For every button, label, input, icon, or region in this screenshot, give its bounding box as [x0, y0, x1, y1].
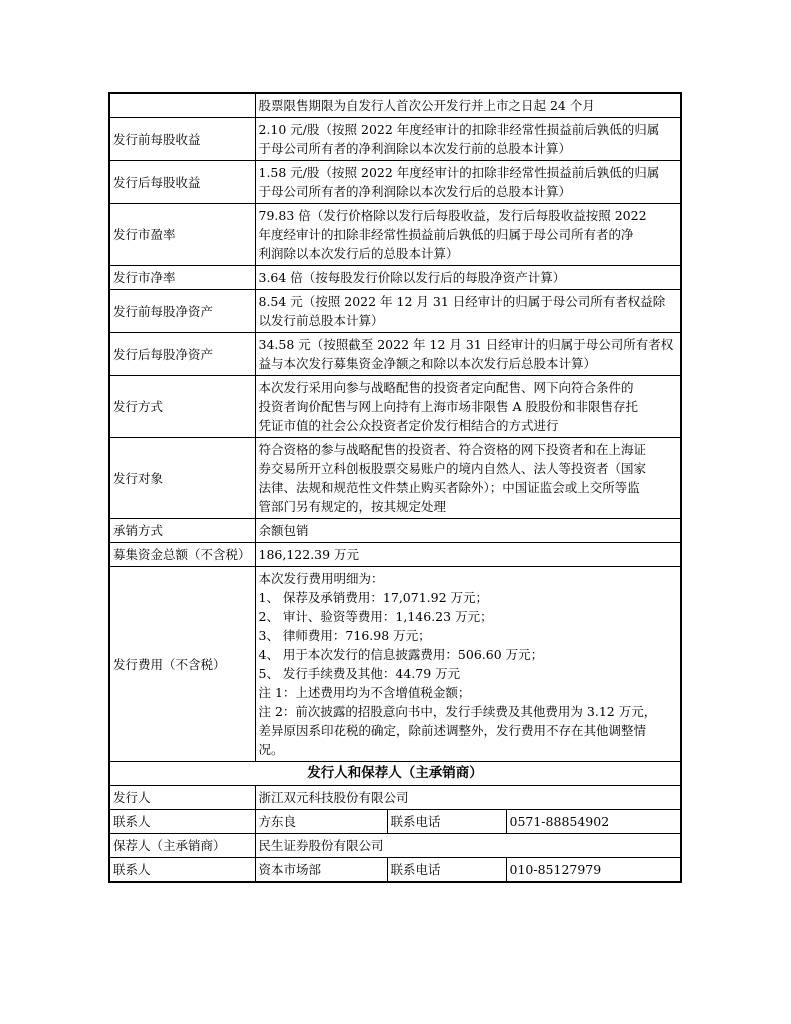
row-label: 发行费用（不含税） — [109, 567, 255, 762]
row-label: 发行前每股净资产 — [109, 290, 255, 333]
value-line: 符合资格的参与战略配售的投资者、符合资格的网下投资者和在上海证 — [258, 442, 647, 457]
value-line: 凭证市值的社会公众投资者定价发行相结合的方式进行 — [258, 418, 559, 433]
value-line: 券交易所开立科创板股票交易账户的境内自然人、法人等投资者（国家 — [258, 461, 647, 476]
value-line: 5、 发行手续费及其他：44.79 万元 — [258, 666, 461, 681]
table-row — [109, 161, 681, 204]
document-page — [108, 92, 682, 883]
sponsor-value: 民生证券股份有限公司 — [255, 834, 681, 858]
table-row — [109, 266, 681, 290]
value-line: 1.58 元/股（按照 2022 年度经审计的扣除非经常性损益前后孰低的归属 — [258, 165, 660, 180]
value-line: 管部门另有规定的，按其规定处理 — [258, 499, 447, 514]
row-label: 募集资金总额（不含税） — [109, 543, 255, 567]
value-line: 2.10 元/股（按照 2022 年度经审计的扣除非经常性损益前后孰低的归属 — [258, 122, 660, 137]
row-value — [255, 93, 681, 118]
value-line: 3、 律师费用：716.98 万元； — [258, 628, 431, 643]
table-row — [109, 333, 681, 376]
row-value — [255, 290, 681, 333]
issuer-phone: 0571-88854902 — [506, 810, 681, 834]
row-label: 发行后每股净资产 — [109, 333, 255, 376]
offering-info-table — [108, 92, 682, 883]
table-row — [109, 290, 681, 333]
row-label — [109, 93, 255, 118]
section-header-row — [109, 762, 681, 786]
section-title: 发行人和保荐人（主承销商） — [109, 762, 681, 786]
issuer-contact-label: 联系人 — [109, 810, 255, 834]
value-line: 1、 保荐及承销费用：17,071.92 万元； — [258, 590, 489, 605]
table-row — [109, 118, 681, 161]
row-label: 发行前每股收益 — [109, 118, 255, 161]
row-value — [255, 333, 681, 376]
row-value — [255, 376, 681, 438]
issuer-contact-row — [109, 810, 681, 834]
value-line: 4、 用于本次发行的信息披露费用：506.60 万元； — [258, 647, 544, 662]
row-label: 发行方式 — [109, 376, 255, 438]
value-line: 于母公司所有者的净利润除以本次发行后的总股本计算） — [258, 184, 572, 199]
value-line: 注 1：上述费用均为不含增值税金额； — [258, 685, 471, 700]
value-line: 法律、法规和规范性文件禁止购买者除外）；中国证监会或上交所等监 — [258, 480, 640, 495]
value-line: 于母公司所有者的净利润除以本次发行前的总股本计算） — [258, 141, 572, 156]
value-line: 3.64 倍（按每股发行价除以发行后的每股净资产计算） — [258, 270, 566, 285]
row-value — [255, 118, 681, 161]
row-value — [255, 266, 681, 290]
value-line: 股票限售期限为自发行人首次公开发行并上市之日起 24 个月 — [258, 98, 595, 113]
value-line: 186,122.39 万元 — [258, 547, 360, 562]
sponsor-contact-label: 联系人 — [109, 858, 255, 883]
value-line: 余额包销 — [258, 523, 309, 538]
row-label: 发行市净率 — [109, 266, 255, 290]
issuer-label: 发行人 — [109, 786, 255, 810]
sponsor-label: 保荐人（主承销商） — [109, 834, 255, 858]
table-row — [109, 204, 681, 266]
row-value — [255, 543, 681, 567]
value-line: 投资者询价配售与网上向持有上海市场非限售 A 股股份和非限售存托 — [258, 399, 638, 414]
offering-rows — [109, 93, 681, 762]
row-label: 发行市盈率 — [109, 204, 255, 266]
value-line: 79.83 倍（发行价格除以发行后每股收益，发行后每股收益按照 2022 — [258, 208, 647, 223]
row-value — [255, 161, 681, 204]
sponsor-phone-label: 联系电话 — [387, 858, 506, 883]
value-line: 以发行前总股本计算） — [258, 313, 384, 328]
sponsor-contact-name: 资本市场部 — [255, 858, 387, 883]
value-line: 注 2：前次披露的招股意向书中，发行手续费及其他费用为 3.12 万元， — [258, 704, 657, 719]
issuer-value: 浙江双元科技股份有限公司 — [255, 786, 681, 810]
table-row — [109, 438, 681, 519]
row-value — [255, 204, 681, 266]
value-line: 本次发行采用向参与战略配售的投资者定向配售、网下向符合条件的 — [258, 380, 634, 395]
value-line: 差异原因系印花税的确定，除前述调整外，发行费用不存在其他调整情 — [258, 723, 647, 738]
issuer-row — [109, 786, 681, 810]
table-row — [109, 543, 681, 567]
value-line: 本次发行费用明细为： — [258, 571, 384, 586]
table-row — [109, 519, 681, 543]
value-line: 益与本次发行募集资金净额之和除以本次发行后总股本计算） — [258, 356, 597, 371]
value-line: 34.58 元（按照截至 2022 年 12 月 31 日经审计的归属于母公司所有者权 — [258, 337, 674, 352]
table-row — [109, 93, 681, 118]
sponsor-contact-row — [109, 858, 681, 883]
value-line: 2、 审计、验资等费用：1,146.23 万元； — [258, 609, 493, 624]
sponsor-row — [109, 834, 681, 858]
row-label: 发行对象 — [109, 438, 255, 519]
issuer-contact-name: 方东良 — [255, 810, 387, 834]
sponsor-phone: 010-85127979 — [506, 858, 681, 883]
table-row — [109, 376, 681, 438]
row-value — [255, 438, 681, 519]
value-line: 利润除以本次发行后的总股本计算） — [258, 246, 459, 261]
value-line: 况。 — [258, 742, 284, 757]
row-value — [255, 519, 681, 543]
value-line: 年度经审计的扣除非经常性损益前后孰低的归属于母公司所有者的净 — [258, 227, 634, 242]
row-label: 承销方式 — [109, 519, 255, 543]
value-line: 8.54 元（按照 2022 年 12 月 31 日经审计的归属于母公司所有者权益除 — [258, 294, 666, 309]
table-row — [109, 567, 681, 762]
row-value — [255, 567, 681, 762]
issuer-phone-label: 联系电话 — [387, 810, 506, 834]
row-label: 发行后每股收益 — [109, 161, 255, 204]
